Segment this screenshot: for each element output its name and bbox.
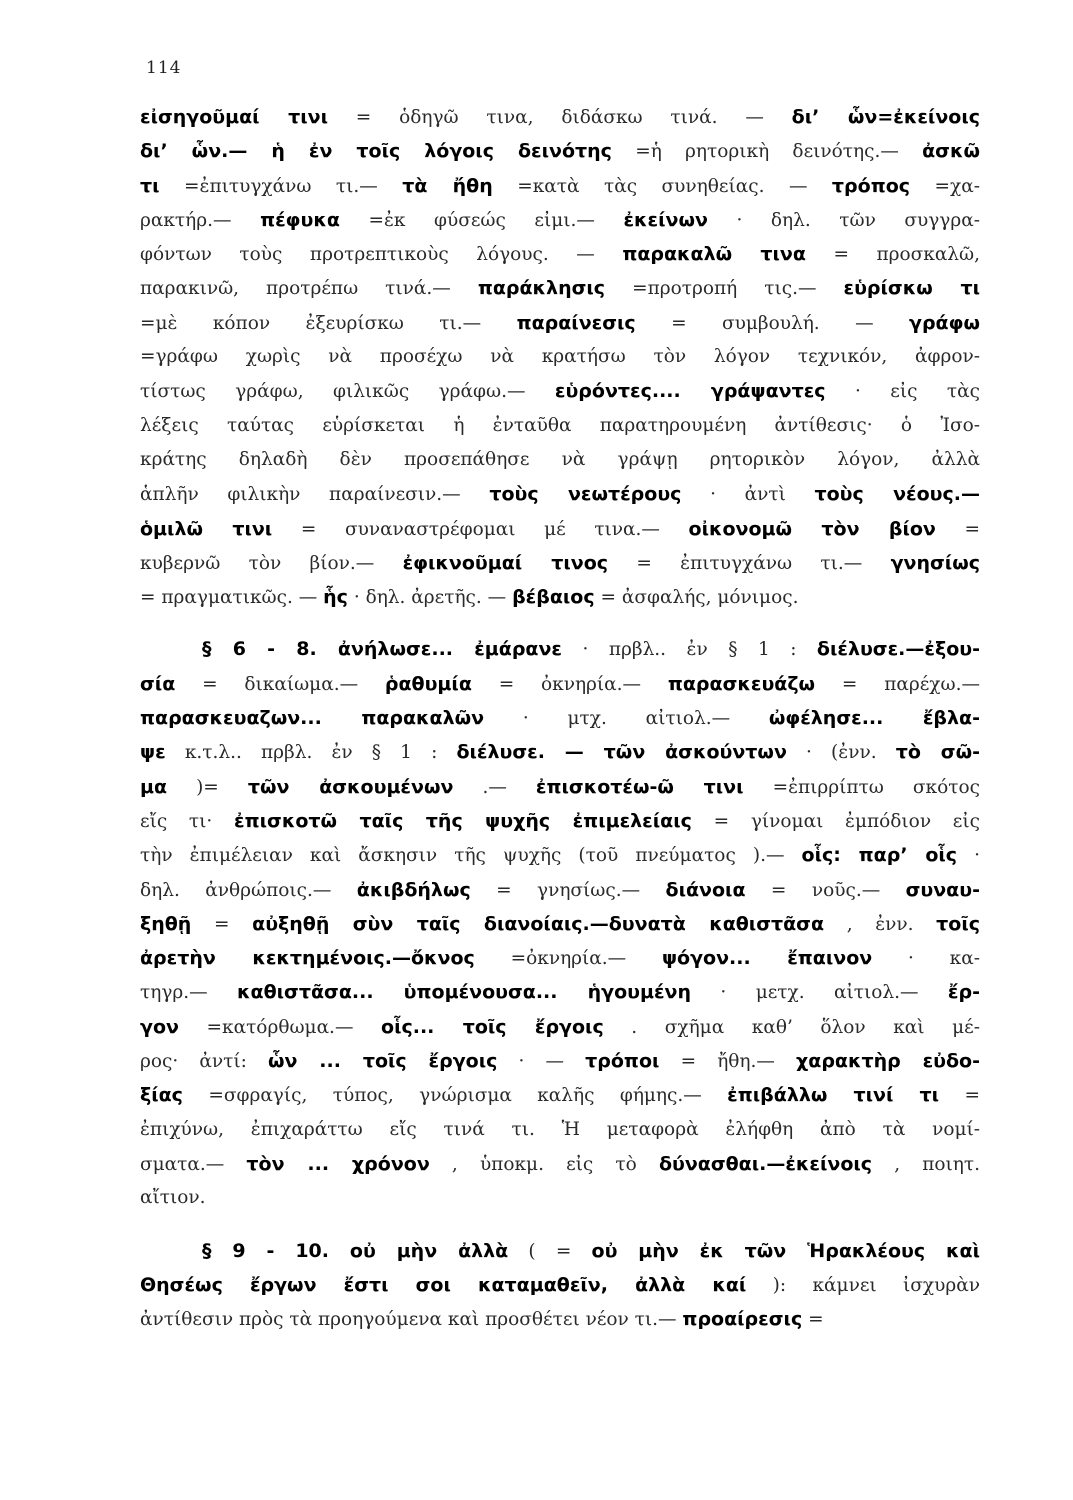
- paragraph-gap: [140, 1216, 980, 1234]
- gloss-text: =μὲ κόπον ἐξευρίσκω τι.—: [140, 312, 517, 334]
- gloss-text: κράτης δηλαδὴ δὲν προσεπάθησε νὰ γράψῃ ρητορικὸν λόγον, ἀλλὰ: [140, 448, 980, 470]
- gloss-text: · δηλ. ἀρετῆς. —: [353, 587, 513, 609]
- gloss-text: =γράφω χωρὶς νὰ προσέχω νὰ κρατήσω τὸν λόγον τεχνικόν, ἀφρον-: [140, 346, 980, 368]
- headword: ξίας: [140, 1084, 183, 1107]
- headword: διέλυσε. — τῶν ἀσκούντων: [456, 741, 787, 764]
- gloss-text: . σχῆμα καθ’ ὅλον καὶ μέ-: [631, 1016, 980, 1038]
- headword: ῥαθυμία: [384, 672, 472, 695]
- headword: παράκλησις: [477, 277, 606, 300]
- gloss-text: · ἀντὶ: [710, 484, 815, 506]
- text-line: [140, 134, 980, 168]
- headword: σία: [140, 672, 176, 695]
- text-line: [140, 941, 980, 975]
- text-line: [140, 443, 980, 477]
- headword: γον: [140, 1015, 179, 1038]
- gloss-text: = ὁδηγῶ τινα, διδάσκω τινά. —: [355, 107, 792, 128]
- text-line: [140, 374, 980, 408]
- text-line: [140, 1147, 980, 1181]
- headword: τὸν ... χρόνον: [246, 1152, 430, 1175]
- headword: τοὺς νέους.—: [814, 483, 980, 506]
- text-line: [140, 1234, 980, 1268]
- gloss-text: = παρέχω.—: [841, 673, 980, 695]
- headword: ἐπισκοτῶ ταῖς τῆς ψυχῆς ἐπιμελείαις: [234, 809, 692, 832]
- gloss-text: = ὀκνηρία.—: [498, 673, 668, 695]
- gloss-text: ·: [974, 845, 980, 867]
- headword: ἀρετὴν κεκτημένοις.—ὄκνος: [140, 947, 475, 970]
- headword: § 6 - 8. ἀνήλωσε... ἐμάρανε: [202, 638, 562, 661]
- gloss-text: τηγρ.—: [140, 982, 208, 1004]
- paragraph: [140, 100, 980, 614]
- headword: διάνοια: [665, 878, 746, 901]
- headword: προαίρεσις: [682, 1308, 803, 1331]
- headword: δι’ ὧν=ἐκείνοις: [791, 106, 980, 128]
- headword: δύνασθαι.—ἐκείνοις: [658, 1152, 873, 1175]
- headword: γνησίως: [890, 551, 980, 574]
- text-line: [140, 667, 980, 701]
- text-line: [140, 203, 980, 237]
- gloss-text: κ.τ.λ.. πρβλ. ἐν § 1 :: [184, 742, 457, 764]
- paragraph: [140, 632, 980, 1215]
- headword: γράφω: [909, 311, 980, 334]
- text-line: [140, 512, 980, 546]
- text-line: [140, 1113, 980, 1147]
- headword: καθιστᾶσα... ὑπομένουσα... ἡγουμένη: [237, 981, 691, 1004]
- headword: οὐ μὴν ἐκ τῶν Ἡρακλέους καὶ: [591, 1239, 980, 1262]
- text-line: [140, 306, 980, 340]
- commentary-text: [140, 100, 980, 1336]
- gloss-text: =προτροπή τις.—: [632, 278, 844, 300]
- gloss-text: = ἐπιτυγχάνω τι.—: [636, 552, 891, 574]
- headword: οἷς... τοῖς ἔργοις: [381, 1015, 604, 1038]
- gloss-text: τὴν ἐπιμέλειαν καὶ ἄσκησιν τῆς ψυχῆς (τοῦ πνεύματος ).—: [140, 845, 785, 867]
- text-line: [140, 1078, 980, 1112]
- gloss-text: σματα.—: [140, 1153, 225, 1175]
- paragraph: [140, 1234, 980, 1337]
- headword: ὁμιλῶ τινι: [140, 517, 273, 540]
- gloss-text: , ἐνν.: [846, 913, 937, 935]
- text-line: [140, 409, 980, 443]
- headword: τὰ ἤθη: [402, 174, 493, 197]
- text-line: [140, 580, 980, 614]
- headword: βέβαιος: [512, 586, 595, 609]
- headword: ψόγον... ἔπαινον: [661, 947, 873, 970]
- gloss-text: = ἤθη.—: [680, 1051, 797, 1073]
- text-line: [140, 907, 980, 941]
- gloss-text: , ποιητ.: [894, 1153, 980, 1175]
- gloss-text: ἐπιχύνω, ἐπιχαράττω εἴς τινά τι. Ἡ μεταφορὰ ἐλήφθη ἀπὸ τὰ νομί-: [140, 1118, 980, 1140]
- text-line: [140, 873, 980, 907]
- headword: ψε: [140, 741, 166, 764]
- headword: ἐφικνοῦμαί τινος: [402, 551, 609, 574]
- gloss-text: λέξεις ταύτας εὑρίσκεται ἡ ἐνταῦθα παρατηρουμένη ἀντίθεσις· ὁ Ἰσο-: [140, 414, 980, 436]
- headword: ἀσκῶ: [922, 140, 980, 163]
- text-line: [140, 770, 980, 804]
- text-line: [140, 701, 980, 735]
- headword: τοὺς νεωτέρους: [489, 483, 682, 506]
- headword: πέφυκα: [260, 208, 340, 231]
- gloss-text: )=: [196, 776, 248, 798]
- gloss-text: ρακτήρ.—: [140, 209, 261, 231]
- gloss-text: =ἡ ρητορικὴ δεινότης.—: [635, 141, 923, 163]
- text-line: [140, 1268, 980, 1302]
- headword: ὧν ... τοῖς ἔργοις: [267, 1050, 498, 1073]
- gloss-text: =: [964, 1085, 980, 1107]
- headword: ἔρ-: [947, 981, 980, 1004]
- headword: παραίνεσις: [516, 311, 636, 334]
- gloss-text: · μτχ. αἰτιολ.—: [522, 708, 769, 730]
- gloss-text: αἴτιον.: [140, 1187, 206, 1209]
- headword: ὠφέλησε... ἔβλα-: [768, 707, 980, 730]
- text-line: [140, 237, 980, 271]
- gloss-text: τίστως γράφω, φιλικῶς γράφω.—: [140, 381, 555, 403]
- gloss-text: = προσκαλῶ,: [833, 244, 980, 266]
- text-line: [140, 1302, 980, 1336]
- gloss-text: · κα-: [908, 948, 980, 970]
- gloss-text: ( =: [528, 1240, 572, 1262]
- paragraph-gap: [140, 614, 980, 632]
- text-line: [140, 271, 980, 305]
- text-line: [140, 546, 980, 580]
- gloss-text: =ὀκνηρία.—: [510, 948, 662, 970]
- gloss-text: · (ἐνν.: [806, 742, 896, 764]
- gloss-text: δηλ. ἀνθρώποις.—: [140, 879, 332, 901]
- gloss-text: · δηλ. τῶν συγγρα-: [736, 209, 980, 231]
- gloss-text: · πρβλ.. ἐν § 1 :: [582, 639, 817, 661]
- text-line: [140, 975, 980, 1009]
- headword: ἀκιβδήλως: [356, 878, 471, 901]
- text-line: [140, 632, 980, 666]
- headword: εὑρίσκω τι: [843, 277, 980, 300]
- headword: τὸ σῶ-: [895, 741, 980, 764]
- headword: Θησέως ἔργων ἔστι σοι καταμαθεῖν, ἀλλὰ καί: [140, 1273, 747, 1296]
- gloss-text: παρακινῶ, προτρέπω τινά.—: [140, 278, 451, 300]
- gloss-text: =: [964, 518, 980, 540]
- gloss-text: = δικαίωμα.—: [202, 673, 359, 695]
- gloss-text: =χα-: [934, 175, 980, 197]
- gloss-text: =κατόρθωμα.—: [206, 1016, 354, 1038]
- headword: εἰσηγοῦμαί τινι: [140, 106, 328, 128]
- gloss-text: = γίνομαι ἐμπόδιον εἰς: [713, 810, 980, 832]
- headword: χαρακτὴρ εὐδο-: [796, 1050, 980, 1073]
- headword: μα: [140, 775, 168, 798]
- gloss-text: =ἐπιτυγχάνω τι.—: [184, 175, 403, 197]
- headword: τῶν ἀσκουμένων: [247, 775, 454, 798]
- gloss-text: = νοῦς.—: [770, 879, 881, 901]
- gloss-text: .—: [482, 776, 507, 798]
- gloss-text: =ἐκ φύσεώς εἰμι.—: [368, 209, 624, 231]
- headword: ξηθῇ: [140, 912, 192, 935]
- headword: παρασκευαζων... παρακαλῶν: [140, 707, 485, 730]
- headword: δι’ ὧν.— ἡ ἐν τοῖς λόγοις δεινότης: [140, 140, 612, 163]
- gloss-text: ): κάμνει ἰσχυρὰν: [772, 1274, 980, 1296]
- gloss-text: ἀντίθεσιν πρὸς τὰ προηγούμενα καὶ προσθέτει νέον τι.—: [140, 1309, 683, 1331]
- headword: ἐπισκοτέω-ῶ τινι: [535, 775, 744, 798]
- text-line: [140, 1181, 980, 1215]
- headword: εὑρόντες.... γράψαντες: [554, 380, 826, 403]
- text-line: [140, 1010, 980, 1044]
- gloss-text: κυβερνῶ τὸν βίον.—: [140, 552, 403, 574]
- text-line: [140, 735, 980, 769]
- headword: οἷς: παρ’ οἷς: [801, 844, 958, 867]
- gloss-text: , ὑποκμ. εἰς τὸ: [451, 1153, 659, 1175]
- gloss-text: φόντων τοὺς προτρεπτικοὺς λόγους. —: [140, 244, 623, 266]
- text-line: [140, 169, 980, 203]
- headword: συναυ-: [905, 878, 980, 901]
- gloss-text: ρος· ἀντί:: [140, 1051, 268, 1073]
- gloss-text: = συμβουλή. —: [671, 312, 910, 334]
- headword: ἐπιβάλλω τινί τι: [727, 1084, 940, 1107]
- gloss-text: = πραγματικῶς. —: [140, 587, 324, 609]
- gloss-text: = γνησίως.—: [496, 879, 641, 901]
- headword: τοῖς: [936, 912, 980, 935]
- headword: τρόποι: [585, 1050, 660, 1073]
- gloss-text: =: [214, 913, 253, 935]
- page-number: 114: [146, 58, 182, 78]
- gloss-text: = συναναστρέφομαι μέ τινα.—: [300, 518, 689, 540]
- gloss-text: εἴς τι·: [140, 810, 235, 832]
- gloss-text: =κατὰ τὰς συνηθείας. —: [517, 175, 832, 197]
- gloss-text: · εἰς τὰς: [854, 381, 980, 403]
- gloss-text: =ἐπιρρίπτω σκότος: [772, 776, 980, 798]
- gloss-text: =σφραγίς, τύπος, γνώρισμα καλῆς φήμης.—: [208, 1085, 702, 1107]
- headword: τι: [140, 174, 160, 197]
- headword: ἐκείνων: [623, 208, 708, 231]
- headword: ἧς: [323, 586, 348, 609]
- headword: διέλυσε.—ἐξου-: [816, 638, 980, 661]
- text-line: [140, 804, 980, 838]
- gloss-text: = ἀσφαλής, μόνιμος.: [600, 587, 799, 609]
- text-line: [140, 838, 980, 872]
- headword: παρασκευάζω: [667, 672, 816, 695]
- gloss-text: ἁπλῆν φιλικὴν παραίνεσιν.—: [140, 484, 490, 506]
- text-line: [140, 340, 980, 374]
- text-line: [140, 100, 980, 134]
- headword: αὐξηθῇ σὺν ταῖς διανοίαις.—δυνατὰ καθιστᾶσα: [252, 912, 825, 935]
- headword: τρόπος: [831, 174, 911, 197]
- gloss-text: · —: [518, 1051, 586, 1073]
- headword: παρακαλῶ τινα: [622, 243, 806, 266]
- gloss-text: · μετχ. αἰτιολ.—: [720, 982, 919, 1004]
- gloss-text: =: [808, 1309, 824, 1331]
- text-line: [140, 477, 980, 511]
- text-line: [140, 1044, 980, 1078]
- headword: § 9 - 10. οὐ μὴν ἀλλὰ: [202, 1239, 509, 1262]
- headword: οἰκονομῶ τὸν βίον: [688, 517, 936, 540]
